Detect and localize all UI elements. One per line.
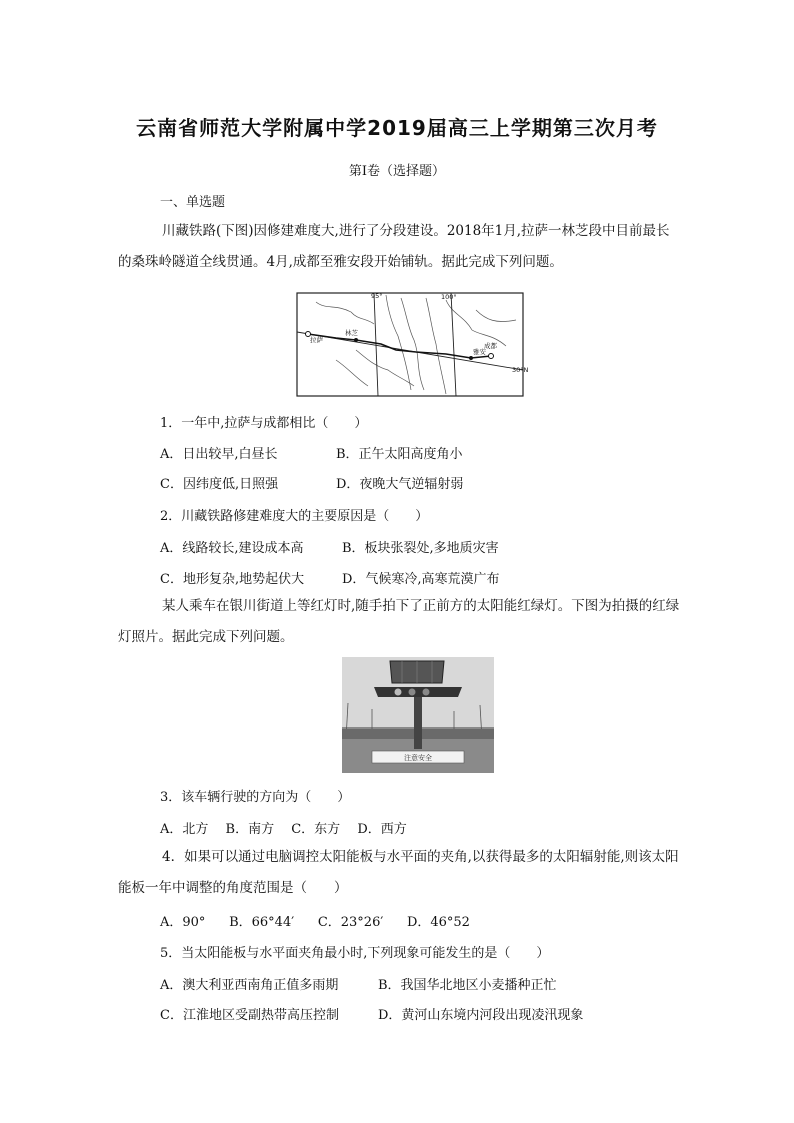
q3-option-d: D．西方 — [357, 822, 407, 837]
lamp-3 — [423, 689, 430, 696]
intro-paragraph-1: 川藏铁路(下图)因修建难度大,进行了分段建设。2018年1月,拉萨一林芝段中目前最长的桑珠岭隧道全线贯通。4月,成都至雅安段开始铺轨。据此完成下列问题。 — [118, 223, 670, 270]
q4-options — [160, 911, 470, 930]
q2-stem: 2．川藏铁路修建难度大的主要原因是（ ） — [160, 509, 429, 524]
q1-stem: 1．一年中,拉萨与成都相比（ ） — [160, 416, 368, 431]
q3-option-a: A．北方 — [160, 822, 209, 837]
place-label-lhasa: 拉萨 — [310, 336, 323, 344]
q4-option-a: A．90° — [160, 915, 206, 930]
lon-label-95: 95° — [371, 292, 383, 300]
q3-options — [160, 818, 407, 837]
q3-option-c: C．东方 — [291, 822, 341, 837]
q5-option-a: A．澳大利亚西南角正值多雨期 — [160, 978, 339, 993]
nyingchi-dot — [354, 338, 358, 342]
light-pole — [414, 697, 422, 749]
chengdu-dot — [489, 354, 494, 359]
lat-label: 30°N — [512, 366, 529, 374]
q5-option-b: B．我国华北地区小麦播种正忙 — [378, 978, 557, 993]
place-label-yaan: 雅安 — [473, 348, 486, 356]
q3-option-b: B．南方 — [225, 822, 275, 837]
lamp-2 — [409, 689, 416, 696]
place-label-nyingchi: 林芝 — [345, 329, 358, 337]
q4-option-d: D．46°52 — [406, 915, 470, 930]
q1-option-a: A．日出较早,白昼长 — [160, 447, 278, 462]
q2-option-b: B．板块张裂处,多地质灾害 — [342, 541, 499, 556]
q2-option-c: C．地形复杂,地势起伏大 — [160, 572, 305, 587]
q2-option-a: A．线路较长,建设成本高 — [160, 541, 304, 556]
q5-option-d: D．黄河山东境内河段出现凌汛现象 — [378, 1008, 584, 1023]
lon-label-100: 100° — [441, 293, 457, 301]
lamp-1 — [395, 689, 402, 696]
intro-paragraph-2: 某人乘车在银川街道上等红灯时,随手拍下了正前方的太阳能红绿灯。下图为拍摄的红绿灯照片。据此完成下列问题。 — [118, 598, 680, 645]
q4-option-b: B．66°44′ — [229, 915, 295, 930]
place-label-chengdu: 成都 — [484, 342, 497, 350]
q1-option-b: B．正午太阳高度角小 — [336, 447, 463, 462]
q4-option-c: C．23°26′ — [317, 915, 384, 930]
page-title: 云南省师范大学附属中学2019届高三上学期第三次月考 — [136, 116, 658, 140]
railway-map — [296, 290, 529, 398]
q3-stem: 3．该车辆行驶的方向为（ ） — [160, 790, 351, 805]
q2-option-d: D．气候寒冷,高寒荒漠广布 — [342, 572, 500, 587]
q1-option-d: D．夜晚大气逆辐射弱 — [336, 477, 464, 492]
light-housing — [374, 687, 462, 697]
q5-option-c: C．江淮地区受副热带高压控制 — [160, 1008, 339, 1023]
traffic-light-photo — [342, 657, 494, 773]
yaan-dot — [469, 356, 473, 360]
q4-stem: 4．如果可以通过电脑调控太阳能板与水平面的夹角,以获得最多的太阳辐射能,则该太阳能板一年中调整的角度范围是（ ） — [118, 849, 679, 896]
section-subtitle: 第Ⅰ卷（选择题） — [348, 164, 446, 179]
sign-text: 注意安全 — [404, 754, 432, 762]
q5-stem: 5．当太阳能板与水平面夹角最小时,下列现象可能发生的是（ ） — [160, 946, 550, 961]
q1-option-c: C．因纬度低,日照强 — [160, 477, 279, 492]
section-heading: 一、单选题 — [160, 195, 226, 210]
